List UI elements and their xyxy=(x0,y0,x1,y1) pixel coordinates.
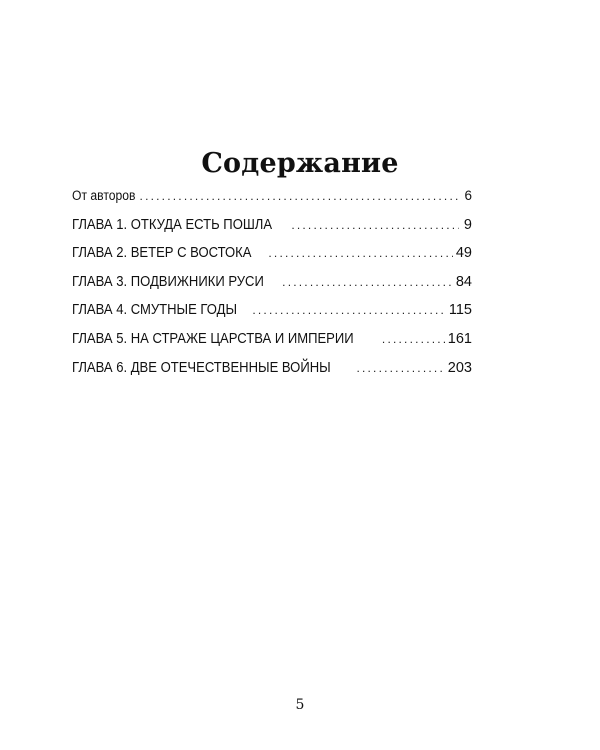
toc-dot-leader xyxy=(268,246,452,260)
toc-entry-page: 6 xyxy=(464,188,472,203)
toc-entry-chapter-6[interactable] xyxy=(72,360,472,389)
toc-entry-label: ГЛАВА 1. ОТКУДА ЕСТЬ ПОШЛА xyxy=(72,216,273,233)
toc-entry-chapter-4[interactable] xyxy=(72,302,472,331)
toc-dot-leader xyxy=(140,189,459,203)
toc-entry-page: 115 xyxy=(448,302,472,319)
toc-dot-leader xyxy=(382,332,445,346)
toc-entry-page: 84 xyxy=(455,273,472,290)
toc-dot-leader xyxy=(282,275,453,289)
toc-entry-authors[interactable] xyxy=(72,188,472,217)
page-title: Содержание xyxy=(201,148,399,180)
toc-dot-leader xyxy=(356,361,444,375)
toc-dot-leader xyxy=(252,303,446,317)
toc-dot-leader xyxy=(291,218,459,232)
toc-entry-label: ГЛАВА 2. ВЕТЕР С ВОСТОКА xyxy=(72,245,252,262)
page-number: 5 xyxy=(295,697,305,713)
toc-entry-label: ГЛАВА 6. ДВЕ ОТЕЧЕСТВЕННЫЕ ВОЙНЫ xyxy=(72,359,331,376)
toc-entry-chapter-1[interactable] xyxy=(72,217,472,246)
toc-entry-chapter-3[interactable] xyxy=(72,274,472,303)
toc-entry-page: 203 xyxy=(447,359,472,376)
toc-entry-page: 9 xyxy=(463,216,472,233)
toc-entry-label: ГЛАВА 3. ПОДВИЖНИКИ РУСИ xyxy=(72,273,264,290)
toc-entry-page: 161 xyxy=(447,330,472,347)
toc-entry-chapter-5[interactable] xyxy=(72,331,472,360)
toc-entry-page: 49 xyxy=(455,245,472,262)
toc-entry-label: ГЛАВА 4. СМУТНЫЕ ГОДЫ xyxy=(72,302,238,319)
table-of-contents xyxy=(72,188,472,388)
toc-entry-label: От авторов xyxy=(72,188,136,203)
toc-entry-chapter-2[interactable] xyxy=(72,245,472,274)
toc-entry-label: ГЛАВА 5. НА СТРАЖЕ ЦАРСТВА И ИМПЕРИИ xyxy=(72,330,354,347)
